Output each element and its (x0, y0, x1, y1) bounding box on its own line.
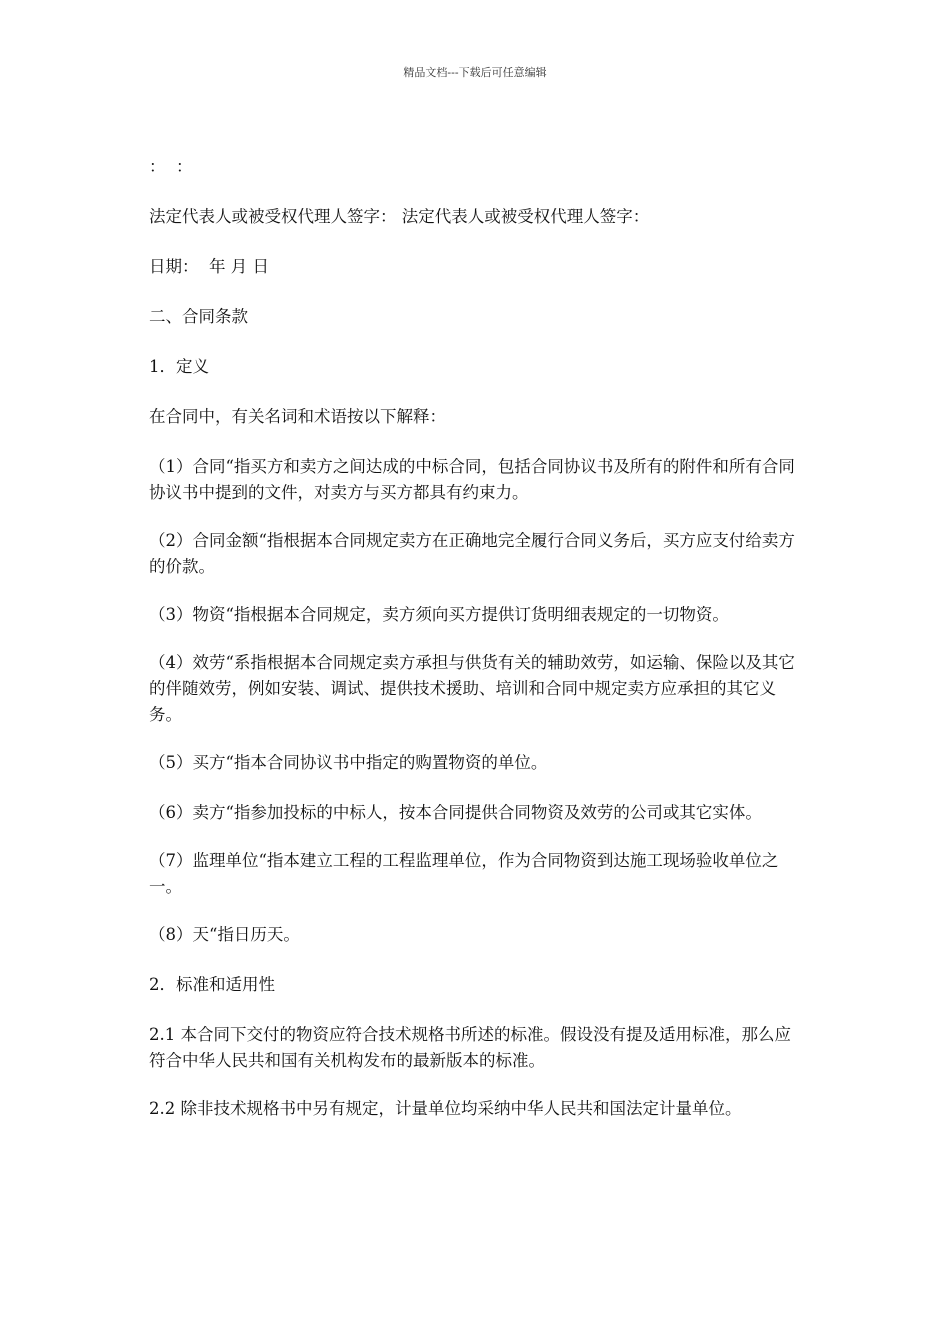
definitions-intro: 在合同中，有关名词和术语按以下解释： (149, 407, 446, 426)
clause-heading-standards: 2．标准和适用性 (149, 975, 275, 994)
definition-item-8: （8）天“指日历天。 (149, 925, 300, 944)
definition-item-4: （4）效劳“系指根据本合同规定卖方承担与供货有关的辅助效劳，如运输、保险以及其它的伴随效劳，例如安装、调试、提供技术援助、培训和合同中规定卖方应承担的其它义务。 (149, 653, 795, 724)
definition-item-2: （2）合同金额“指根据本合同规定卖方在正确地完全履行合同义务后，买方应支付给卖方的价款。 (149, 531, 795, 576)
signature-line: 法定代表人或被受权代理人签字： 法定代表人或被受权代理人签字： (149, 207, 650, 226)
definition-item-3: （3）物资“指根据本合同规定，卖方须向买方提供订货明细表规定的一切物资。 (149, 605, 729, 624)
document-body (149, 154, 805, 1146)
date-line: 日期： 年 月 日 (149, 257, 269, 276)
definition-item-5: （5）买方“指本合同协议书中指定的购置物资的单位。 (149, 753, 548, 772)
section-heading-contract-terms: 二、合同条款 (149, 307, 248, 326)
clause-2-2: 2.2 除非技术规格书中另有规定，计量单位均采纳中华人民共和国法定计量单位。 (149, 1099, 742, 1118)
definition-item-6: （6）卖方“指参加投标的中标人，按本合同提供合同物资及效劳的公司或其它实体。 (149, 803, 762, 822)
page-header: 精品文档---下载后可任意编辑 (403, 66, 547, 79)
signature-colons: ： ： (149, 157, 193, 176)
definition-item-1: （1）合同“指买方和卖方之间达成的中标合同，包括合同协议书及所有的附件和所有合同协议书中提到的文件，对卖方与买方都具有约束力。 (149, 457, 795, 502)
definition-item-7: （7）监理单位“指本建立工程的工程监理单位，作为合同物资到达施工现场验收单位之一。 (149, 851, 779, 896)
clause-2-1: 2.1 本合同下交付的物资应符合技术规格书所述的标准。假设没有提及适用标准，那么应符合中华人民共和国有关机构发布的最新版本的标准。 (149, 1025, 791, 1070)
clause-heading-definitions: 1．定义 (149, 357, 209, 376)
